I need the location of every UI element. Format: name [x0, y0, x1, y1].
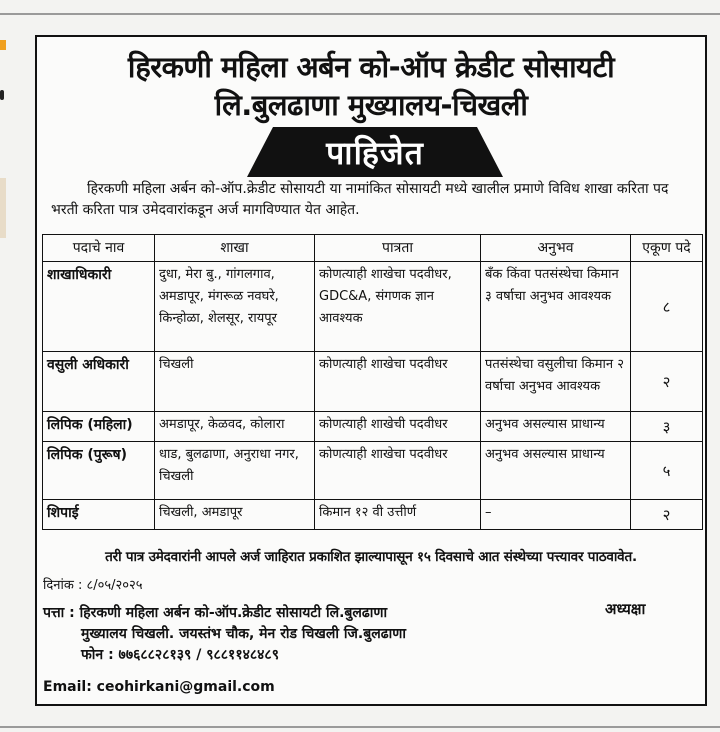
president-signature-label: अध्यक्षा [605, 600, 646, 618]
cell-experience: पतसंस्थेचा वसुलीचा किमान २ वर्षाचा अनुभव आवश्यक [481, 352, 631, 412]
cell-qualification: किमान १२ वी उत्तीर्ण [315, 500, 481, 530]
cell-post: शिपाई [43, 500, 155, 530]
bottom-divider [0, 726, 720, 728]
header-experience: अनुभव [481, 235, 631, 262]
header-qualification: पात्रता [315, 235, 481, 262]
table-row [43, 442, 703, 500]
wanted-banner-text: पाहिजेत [326, 134, 424, 172]
cell-post: लिपिक (पुरूष) [43, 442, 155, 500]
cell-branch: अमडापूर, केळवद, कोलारा [155, 412, 315, 442]
adjacent-column-edge [0, 28, 12, 238]
address-line2: मुख्यालय चिखली. जयस्तंभ चौक, मेन रोड चिखली जि.बुलढाणा [81, 626, 406, 642]
cell-qualification: कोणत्याही शाखेचा पदवीधर [315, 442, 481, 500]
cell-branch: दुधा, मेरा बु., गांगलगाव, अमडापूर, मंगरूळ नवघरे, किन्होळा, शेलसूर, रायपूर [155, 262, 315, 352]
cell-experience: अनुभव असल्यास प्राधान्य [481, 412, 631, 442]
cell-count: २ [631, 500, 703, 530]
ad-date: दिनांक : ८/०५/२०२५ [43, 578, 143, 593]
table-row [43, 262, 703, 352]
cell-post: लिपिक (महिला) [43, 412, 155, 442]
table-header-row [43, 235, 703, 262]
top-divider [0, 13, 720, 15]
cell-branch: चिखली [155, 352, 315, 412]
cell-branch: धाड, बुलढाणा, अनुराधा नगर, चिखली [155, 442, 315, 500]
phone-line: फोन : ७७६८८२८१३९ / ९८८११४८४८९ [81, 647, 279, 663]
table-row [43, 352, 703, 412]
ad-title-line1: हिरकणी महिला अर्बन को-ऑप क्रेडीट सोसायटी [127, 50, 615, 84]
job-advertisement [35, 35, 707, 706]
table-row [43, 412, 703, 442]
cell-branch: चिखली, अमडापूर [155, 500, 315, 530]
cell-count: ८ [631, 262, 703, 352]
header-post: पदाचे नाव [43, 235, 155, 262]
cell-count: ५ [631, 442, 703, 500]
table-row [43, 500, 703, 530]
cell-experience: बँक किंवा पतसंस्थेचा किमान ३ वर्षाचा अनुभव आवश्यक [481, 262, 631, 352]
cell-qualification: कोणत्याही शाखेची पदवीधर [315, 412, 481, 442]
email-line: Email: ceohirkani@gmail.com [43, 679, 275, 695]
cell-post: वसुली अधिकारी [43, 352, 155, 412]
vacancy-table [42, 234, 703, 530]
cell-qualification: कोणत्याही शाखेचा पदवीधर [315, 352, 481, 412]
ad-title-line2: लि.बुलढाणा मुख्यालय-चिखली [214, 88, 528, 122]
address-block [43, 603, 406, 666]
wanted-banner [247, 127, 503, 177]
intro-paragraph: हिरकणी महिला अर्बन को-ऑप.क्रेडीट सोसायटी या नामांकित सोसायटी मध्ये खालील प्रमाणे विविध शाखा करिता पद भरती करिता पात्र उमेदवारांकडून अर्ज मागविण्यात येत आहेत. [51, 181, 669, 218]
application-note: तरी पात्र उमेदवारांनी आपले अर्ज जाहिरात प्रकाशित झाल्यापासून १५ दिवसाचे आत संस्थेच्या पत्त्यावर पाठवावेत. [105, 549, 637, 565]
cell-qualification: कोणत्याही शाखेचा पदवीधर, GDC&A, संगणक ज्ञान आवश्यक [315, 262, 481, 352]
cell-count: २ [631, 352, 703, 412]
cell-experience: – [481, 500, 631, 530]
header-branch: शाखा [155, 235, 315, 262]
address-line1: पत्ता : हिरकणी महिला अर्बन को-ऑप.क्रेडीट सोसायटी लि.बुलढाणा [43, 605, 388, 621]
header-total-posts: एकूण पदे [631, 235, 703, 262]
cell-post: शाखाधिकारी [43, 262, 155, 352]
cell-count: ३ [631, 412, 703, 442]
cell-experience: अनुभव असल्यास प्राधान्य [481, 442, 631, 500]
